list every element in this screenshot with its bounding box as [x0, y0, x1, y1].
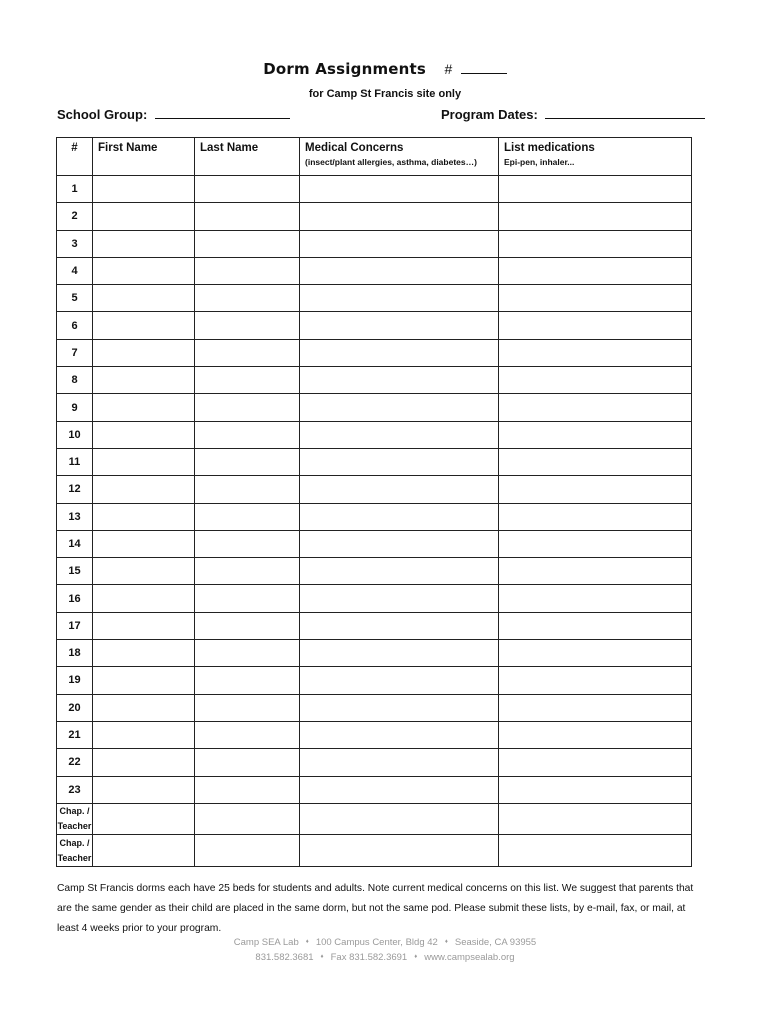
table-row: [57, 476, 692, 503]
table-header-row: [57, 138, 692, 176]
table-row: [57, 285, 692, 312]
medical-concerns-cell[interactable]: [300, 776, 499, 803]
medications-cell[interactable]: [499, 367, 692, 394]
first-name-cell[interactable]: [93, 530, 195, 557]
last-name-cell[interactable]: [195, 312, 300, 339]
medications-cell[interactable]: [499, 721, 692, 748]
first-name-cell[interactable]: [93, 394, 195, 421]
row-number: 13: [57, 503, 93, 530]
medications-cell[interactable]: [499, 257, 692, 284]
last-name-cell[interactable]: [195, 694, 300, 721]
first-name-cell[interactable]: [93, 176, 195, 203]
first-name-cell[interactable]: [93, 230, 195, 257]
school-group-field[interactable]: [155, 106, 290, 119]
medical-concerns-cell[interactable]: [300, 835, 499, 867]
last-name-cell[interactable]: [195, 203, 300, 230]
first-name-cell[interactable]: [93, 694, 195, 721]
last-name-cell[interactable]: [195, 558, 300, 585]
footer-address: 100 Campus Center, Bldg 42: [315, 937, 438, 949]
row-number: 8: [57, 367, 93, 394]
last-name-cell[interactable]: [195, 503, 300, 530]
table-row: [57, 558, 692, 585]
medications-cell[interactable]: [499, 585, 692, 612]
last-name-cell[interactable]: [195, 776, 300, 803]
footer-web: www.campsealab.org: [424, 952, 515, 964]
chaperone-row: [57, 835, 692, 867]
last-name-cell[interactable]: [195, 448, 300, 475]
first-name-cell[interactable]: [93, 776, 195, 803]
medical-concerns-cell[interactable]: [300, 612, 499, 639]
row-number: 19: [57, 667, 93, 694]
medical-concerns-cell[interactable]: [300, 448, 499, 475]
table-row: [57, 721, 692, 748]
header-medications-sublabel: Epi-pen, inhaler...: [504, 157, 575, 167]
first-name-cell[interactable]: [93, 367, 195, 394]
header-number: [57, 138, 93, 176]
header-last-name: [195, 138, 300, 176]
row-number: 12: [57, 476, 93, 503]
first-name-cell[interactable]: [93, 667, 195, 694]
medications-cell[interactable]: [499, 749, 692, 776]
first-name-cell[interactable]: [93, 339, 195, 366]
footer: [0, 935, 770, 965]
form-number-field[interactable]: [461, 61, 507, 74]
medications-cell[interactable]: [499, 394, 692, 421]
table-row: [57, 530, 692, 557]
medications-cell[interactable]: [499, 640, 692, 667]
row-number: 2: [57, 203, 93, 230]
row-number: 1: [57, 176, 93, 203]
row-number: 11: [57, 448, 93, 475]
medications-cell[interactable]: [499, 530, 692, 557]
dorm-instructions: Camp St Francis dorms each have 25 beds for students and adults. Note current medical concerns on this list. We suggest that parents that are the same gender as their child are placed in the same dorm, but not the same pod. Please submit these lists, by e-mail, fax, or mail, at least 4 weeks prior to your program.: [57, 883, 694, 934]
medical-concerns-cell[interactable]: [300, 421, 499, 448]
medical-concerns-cell[interactable]: [300, 312, 499, 339]
bullet-icon: ♦: [444, 939, 448, 945]
medical-concerns-cell[interactable]: [300, 367, 499, 394]
table-row: [57, 585, 692, 612]
medications-cell[interactable]: [499, 612, 692, 639]
medical-concerns-cell[interactable]: [300, 694, 499, 721]
row-number: 6: [57, 312, 93, 339]
last-name-cell[interactable]: [195, 721, 300, 748]
table-row: [57, 176, 692, 203]
first-name-cell[interactable]: [93, 285, 195, 312]
table-row: [57, 421, 692, 448]
footer-org: Camp SEA Lab: [233, 937, 299, 949]
header-number-label: #: [71, 142, 78, 154]
row-number: 21: [57, 721, 93, 748]
table-row: [57, 448, 692, 475]
header-medical-concerns: [300, 138, 499, 176]
medical-concerns-cell[interactable]: [300, 585, 499, 612]
chaperone-row: [57, 803, 692, 835]
first-name-cell[interactable]: [93, 558, 195, 585]
medications-cell[interactable]: [499, 176, 692, 203]
form-title-row: [0, 60, 770, 79]
table-row: [57, 257, 692, 284]
medical-concerns-cell[interactable]: [300, 339, 499, 366]
table-row: [57, 394, 692, 421]
medications-cell[interactable]: [499, 667, 692, 694]
first-name-cell[interactable]: [93, 835, 195, 867]
table-row: [57, 640, 692, 667]
school-group-row: [57, 106, 290, 122]
medical-concerns-cell[interactable]: [300, 530, 499, 557]
first-name-cell[interactable]: [93, 203, 195, 230]
header-first-name: [93, 138, 195, 176]
medical-concerns-cell[interactable]: [300, 476, 499, 503]
last-name-cell[interactable]: [195, 835, 300, 867]
table-row: [57, 312, 692, 339]
medical-concerns-cell[interactable]: [300, 803, 499, 835]
medications-cell[interactable]: [499, 230, 692, 257]
first-name-cell[interactable]: [93, 421, 195, 448]
header-last-name-label: Last Name: [200, 142, 259, 154]
chaperone-label: [57, 835, 93, 867]
first-name-cell[interactable]: [93, 612, 195, 639]
last-name-cell[interactable]: [195, 285, 300, 312]
table-row: [57, 367, 692, 394]
medical-concerns-cell[interactable]: [300, 749, 499, 776]
row-number: 7: [57, 339, 93, 366]
first-name-cell[interactable]: [93, 312, 195, 339]
form-title: Dorm Assignments: [263, 60, 427, 78]
row-number: 15: [57, 558, 93, 585]
medications-cell[interactable]: [499, 776, 692, 803]
medications-cell[interactable]: [499, 803, 692, 835]
medical-concerns-cell[interactable]: [300, 176, 499, 203]
first-name-cell[interactable]: [93, 448, 195, 475]
bullet-icon: ♦: [305, 939, 309, 945]
table-row: [57, 694, 692, 721]
last-name-cell[interactable]: [195, 367, 300, 394]
chaperone-label-line2: Teacher: [57, 821, 92, 832]
footer-contact-line: [0, 950, 770, 965]
last-name-cell[interactable]: [195, 667, 300, 694]
footer-address-line: [0, 935, 770, 950]
last-name-cell[interactable]: [195, 476, 300, 503]
medical-concerns-cell[interactable]: [300, 503, 499, 530]
row-number: 16: [57, 585, 93, 612]
footer-phone: 831.582.3681: [255, 952, 314, 964]
first-name-cell[interactable]: [93, 721, 195, 748]
last-name-cell[interactable]: [195, 803, 300, 835]
last-name-cell[interactable]: [195, 257, 300, 284]
row-number: 9: [57, 394, 93, 421]
header-first-name-label: First Name: [98, 142, 158, 154]
last-name-cell[interactable]: [195, 394, 300, 421]
last-name-cell[interactable]: [195, 230, 300, 257]
form-subtitle: for Camp St Francis site only: [308, 88, 462, 100]
table-row: [57, 230, 692, 257]
row-number: 5: [57, 285, 93, 312]
last-name-cell[interactable]: [195, 640, 300, 667]
table-row: [57, 503, 692, 530]
last-name-cell[interactable]: [195, 339, 300, 366]
footer-fax: Fax 831.582.3691: [330, 952, 408, 964]
header-medications: [499, 138, 692, 176]
medical-concerns-cell[interactable]: [300, 558, 499, 585]
program-dates-field[interactable]: [545, 106, 705, 119]
table-row: [57, 339, 692, 366]
chaperone-label-line2: Teacher: [57, 852, 92, 863]
dorm-roster-table: [56, 137, 692, 867]
first-name-cell[interactable]: [93, 749, 195, 776]
first-name-cell[interactable]: [93, 585, 195, 612]
table-row: [57, 667, 692, 694]
medical-concerns-cell[interactable]: [300, 257, 499, 284]
medications-cell[interactable]: [499, 285, 692, 312]
medications-cell[interactable]: [499, 476, 692, 503]
last-name-cell[interactable]: [195, 749, 300, 776]
row-number: 4: [57, 257, 93, 284]
medical-concerns-cell[interactable]: [300, 203, 499, 230]
row-number: 18: [57, 640, 93, 667]
header-medical-sublabel: (insect/plant allergies, asthma, diabetes…): [305, 157, 477, 167]
first-name-cell[interactable]: [93, 803, 195, 835]
medical-concerns-cell[interactable]: [300, 285, 499, 312]
program-dates-row: [441, 106, 705, 122]
row-number: 17: [57, 612, 93, 639]
table-row: [57, 749, 692, 776]
first-name-cell[interactable]: [93, 503, 195, 530]
last-name-cell[interactable]: [195, 585, 300, 612]
row-number: 3: [57, 230, 93, 257]
chaperone-label-line1: Chap. /: [59, 837, 90, 848]
form-number-label: #: [444, 61, 453, 77]
row-number: 22: [57, 749, 93, 776]
last-name-cell[interactable]: [195, 421, 300, 448]
bullet-icon: ♦: [320, 954, 324, 961]
medications-cell[interactable]: [499, 421, 692, 448]
header-medications-label: List medications: [504, 142, 595, 154]
last-name-cell[interactable]: [195, 530, 300, 557]
table-row: [57, 203, 692, 230]
footer-city: Seaside, CA 93955: [454, 937, 537, 949]
bullet-icon: ♦: [414, 954, 418, 961]
medications-cell[interactable]: [499, 503, 692, 530]
program-dates-label: Program Dates:: [441, 107, 538, 122]
first-name-cell[interactable]: [93, 476, 195, 503]
row-number: 14: [57, 530, 93, 557]
medications-cell[interactable]: [499, 835, 692, 867]
table-row: [57, 776, 692, 803]
medications-cell[interactable]: [499, 694, 692, 721]
medications-cell[interactable]: [499, 448, 692, 475]
medical-concerns-cell[interactable]: [300, 394, 499, 421]
last-name-cell[interactable]: [195, 612, 300, 639]
medications-cell[interactable]: [499, 203, 692, 230]
header-medical-label: Medical Concerns: [305, 142, 404, 154]
school-group-label: School Group:: [57, 107, 148, 122]
first-name-cell[interactable]: [93, 640, 195, 667]
medications-cell[interactable]: [499, 339, 692, 366]
medications-cell[interactable]: [499, 558, 692, 585]
first-name-cell[interactable]: [93, 257, 195, 284]
medical-concerns-cell[interactable]: [300, 721, 499, 748]
medical-concerns-cell[interactable]: [300, 667, 499, 694]
medications-cell[interactable]: [499, 312, 692, 339]
last-name-cell[interactable]: [195, 176, 300, 203]
chaperone-label-line1: Chap. /: [59, 806, 90, 817]
row-number: 23: [57, 776, 93, 803]
medical-concerns-cell[interactable]: [300, 640, 499, 667]
medical-concerns-cell[interactable]: [300, 230, 499, 257]
table-row: [57, 612, 692, 639]
row-number: 10: [57, 421, 93, 448]
chaperone-label: [57, 803, 93, 835]
row-number: 20: [57, 694, 93, 721]
